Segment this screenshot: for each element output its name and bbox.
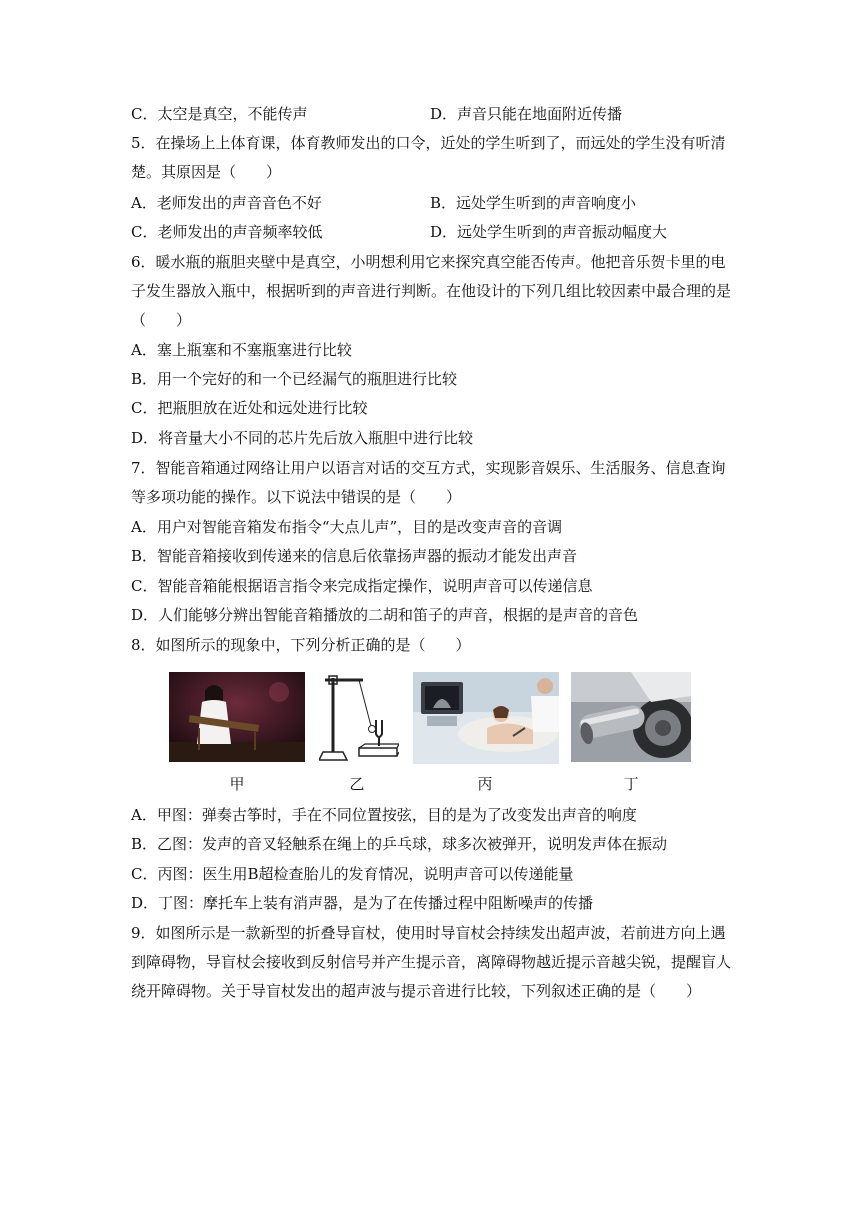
text-line-q9: 9．如图所示是一款新型的折叠导盲杖，使用时导盲杖会持续发出超声波，若前进方向上遇 [131,924,726,942]
text-line-q7ob: B．智能音箱接收到传递来的信息后依靠扬声器的振动才能发出声音 [131,547,578,565]
ultrasound-photo [413,672,559,764]
text-line-q5a: A．老师发出的声音音色不好 [131,194,322,212]
text-line-q8: 8．如图所示的现象中，下列分析正确的是（ ） [131,636,471,654]
muffler-photo [571,672,691,762]
text-line-q7od: D．人们能够分辨出智能音箱播放的二胡和笛子的声音，根据的是声音的音色 [131,606,639,624]
text-line-q5dopt: D．远处学生听到的声音振动幅度大 [430,223,668,241]
text-line-q6od: D．将音量大小不同的芯片先后放入瓶胆中进行比较 [131,429,474,447]
text-line-q6: 6．暖水瓶的瓶胆夹壁中是真空，小明想利用它来探究真空能否传声。他把音乐贺卡里的电 [131,253,726,271]
figure-label-ding: 丁 [623,775,639,793]
figure-label-yi: 乙 [349,775,365,793]
text-line-q9b: 到障碍物，导盲杖会接收到反射信号并产生提示音，离障碍物越近提示音越尖锐，提醒盲人 [131,953,732,971]
text-line-q8od: D．丁图：摩托车上装有消声器，是为了在传播过程中阻断噪声的传播 [131,894,594,912]
text-line-q6b: 子发生器放入瓶中，根据听到的声音进行判断。在他设计的下列几组比较因素中最合理的是 [131,282,732,300]
text-line-q7: 7．智能音箱通过网络让用户以语言对话的交互方式，实现影音娱乐、生活服务、信息查询 [131,459,726,477]
text-line-q5b: 楚。其原因是（ ） [131,163,282,181]
figure-row [0,672,860,792]
text-line-q6oc: C．把瓶胆放在近处和远处进行比较 [131,399,368,417]
guzheng-photo [169,672,305,762]
text-line-q4d: D．声音只能在地面附近传播 [430,105,623,123]
text-line-q6ob: B．用一个完好的和一个已经漏气的瓶胆进行比较 [131,370,458,388]
text-line-q7oa: A．用户对智能音箱发布指令“大点儿声”，目的是改变声音的音调 [131,518,563,536]
text-line-q8ob: B．乙图：发声的音叉轻触系在绳上的乒乓球，球多次被弹开，说明发声体在振动 [131,835,668,853]
text-line-q5: 5．在操场上上体育课，体育教师发出的口令，近处的学生听到了，而远处的学生没有听清 [131,134,726,152]
text-line-q6oa: A．塞上瓶塞和不塞瓶塞进行比较 [131,341,352,359]
text-line-q7oc: C．智能音箱能根据语言指令来完成指定操作，说明声音可以传递信息 [131,577,593,595]
figure-label-bing: 丙 [477,775,493,793]
tuning-fork-diagram [319,672,399,764]
text-line-q8oc: C．丙图：医生用B超检查胎儿的发育情况，说明声音可以传递能量 [131,865,574,883]
text-line-q4c: C．太空是真空，不能传声 [131,105,308,123]
text-line-q8oa: A．甲图：弹奏古筝时，手在不同位置按弦，目的是为了改变发出声音的响度 [131,806,637,824]
text-line-q7b: 等多项功能的操作。以下说法中错误的是（ ） [131,488,462,506]
figure-label-jia: 甲 [229,775,245,793]
text-line-q5c: C．老师发出的声音频率较低 [131,223,323,241]
text-line-q9c: 绕开障碍物。关于导盲杖发出的超声波与提示音进行比较，下列叙述正确的是（ ） [131,982,702,1000]
text-line-q6c: （ ） [131,311,192,329]
text-line-q5bopt: B．远处学生听到的声音响度小 [430,194,637,212]
